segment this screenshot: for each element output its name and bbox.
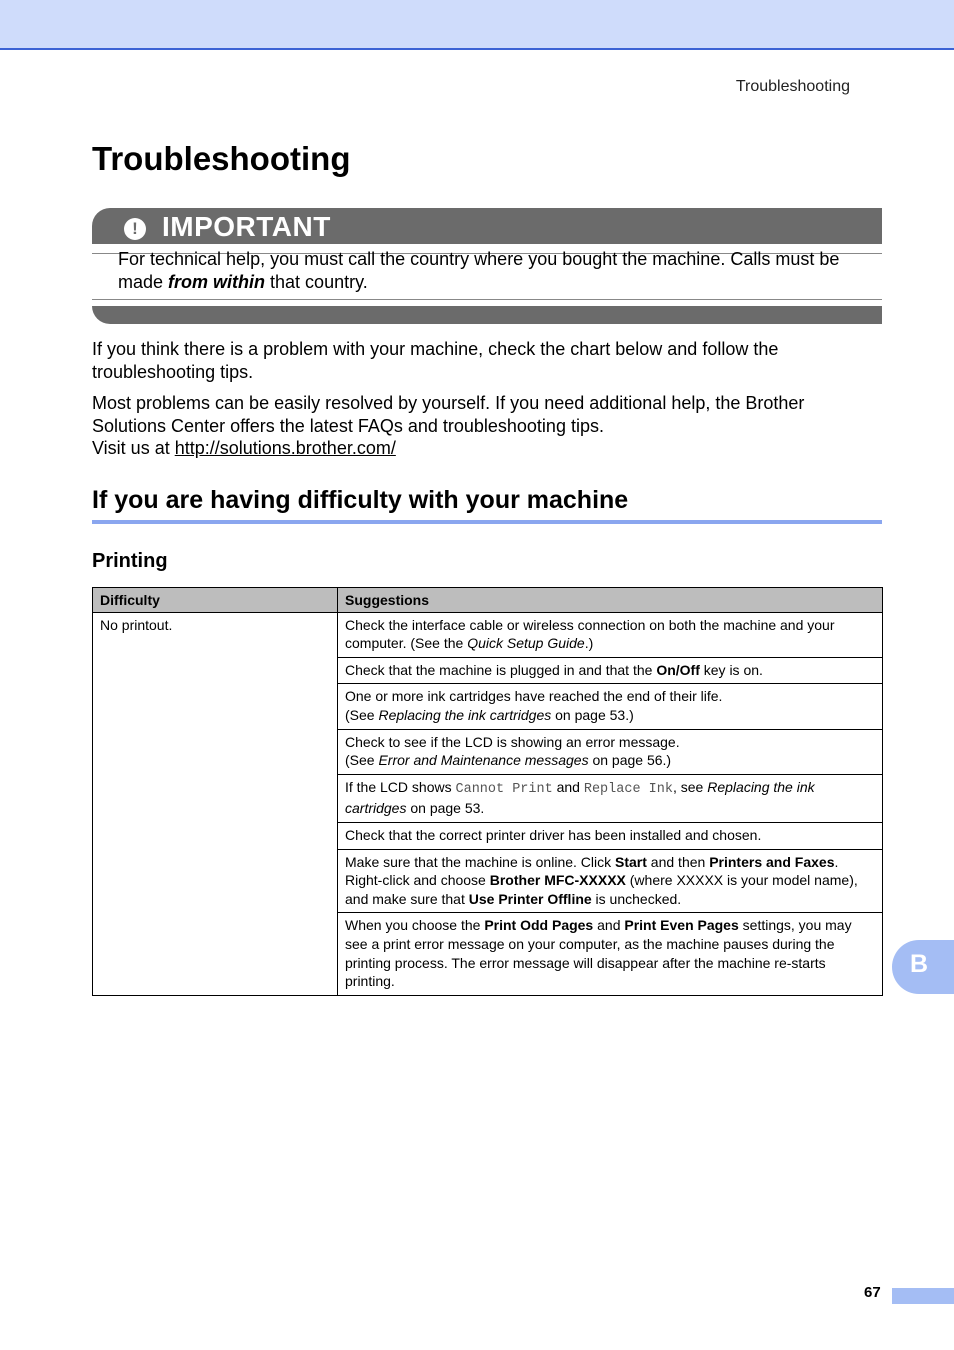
important-divider-bottom [92,299,882,300]
suggestion-cell: Check to see if the LCD is showing an error message. (See Error and Maintenance messages on page 56.) [338,729,883,774]
suggestion-cell: When you choose the Print Odd Pages and Print Even Pages settings, you may see a print error message on your computer, as the machine pauses during the printing process. The error message will disappear after the machine re-starts printing. [338,913,883,995]
suggestion-cell: If the LCD shows Cannot Print and Replace Ink, see Replacing the ink cartridges on page 53. [338,774,883,822]
intro-paragraph-1: If you think there is a problem with your machine, check the chart below and follow the troubleshooting tips. [92,339,779,382]
top-header-band [0,0,954,50]
suggestion-cell: Check that the correct printer driver has been installed and chosen. [338,822,883,849]
important-banner [92,208,882,244]
suggestion-cell: Make sure that the machine is online. Click Start and then Printers and Faxes. Right-click and choose Brother MFC-XXXXX (where XXXXX is your model name), and make sure that Use Printer Offline is unchecked. [338,849,883,913]
lcd-message-cannot-print: Cannot Print [455,781,553,797]
important-label: IMPORTANT [162,211,331,242]
important-emphasis: from within [168,272,266,292]
subsection-title: Printing [92,550,168,572]
header-suggestions: Suggestions [338,588,883,613]
page-number: 67 [864,1284,881,1301]
important-text: For technical help, you must call the country where you bought the machine. Calls must be made from within that country. [118,249,840,292]
running-header: Troubleshooting [735,78,850,95]
solutions-link[interactable]: http://solutions.brother.com/ [174,438,396,458]
header-difficulty: Difficulty [93,588,338,613]
page-number-bar [892,1288,954,1304]
section-title: If you are having difficulty with your machine [92,486,629,514]
exclamation-icon: ! [124,218,146,240]
page-title: Troubleshooting [92,140,351,177]
difficulty-cell: No printout. [93,612,338,995]
appendix-tab[interactable] [892,940,954,994]
suggestion-cell: Check the interface cable or wireless connection on both the machine and your computer. (See the Quick Setup Guide.) [338,612,883,657]
intro-paragraph-2: Most problems can be easily resolved by yourself. If you need additional help, the Brother Solutions Center offers the latest FAQs and troubleshooting tips. Visit us at http://solutions.brother.com/ [92,393,805,458]
suggestion-cell: Check that the machine is plugged in and that the On/Off key is on. [338,657,883,684]
table-row [93,612,883,657]
section-rule [92,520,882,524]
suggestion-cell: One or more ink cartridges have reached the end of their life. (See Replacing the ink cartridges on page 53.) [338,684,883,729]
important-footer-bar [92,306,882,324]
appendix-tab-letter: B [910,950,929,978]
table-header-row [93,588,883,613]
lcd-message-replace-ink: Replace Ink [583,781,673,797]
troubleshooting-table [92,587,883,996]
